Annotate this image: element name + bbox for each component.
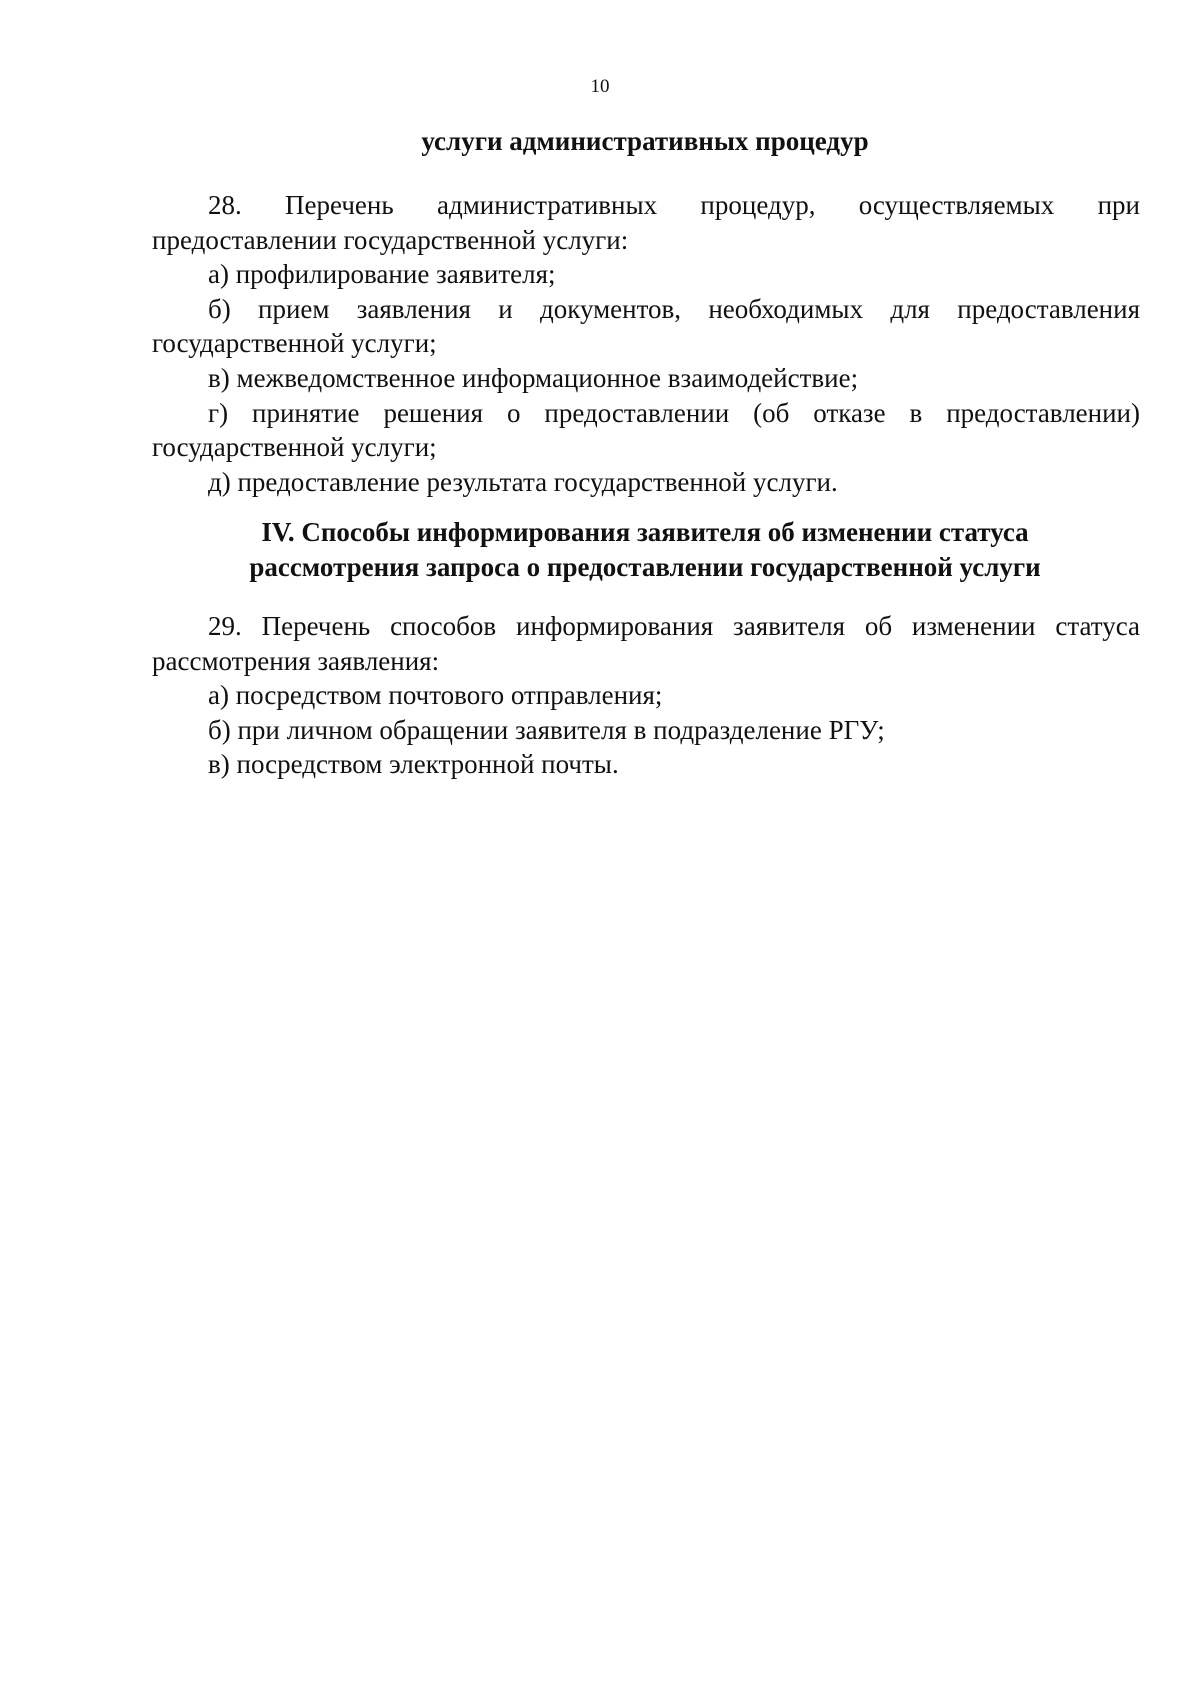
clause-28 [152,188,1140,499]
clause-28-intro: 28. Перечень административных процедур, осуществляемых при предоставлении государственной услуги: [152,190,1140,255]
section-iv-title-line2: рассмотрения запроса о предоставлении государственной услуги [249,552,1041,582]
clause-29-item-v: в) посредством электронной почты. [208,749,619,780]
clause-28-item-b: б) прием заявления и документов, необходимых для предоставления государственной услуги; [152,293,1140,359]
clause-28-item-g: г) принятие решения о предоставлении (об отказе в предоставлении) государственной услуги; [152,397,1140,463]
clause-28-item-a: а) профилирование заявителя; [208,259,556,290]
clause-28-item-d: д) предоставление результата государственной услуги. [208,466,838,497]
continued-heading: услуги административных процедур [421,126,869,156]
clause-29-item-b: б) при личном обращении заявителя в подразделение РГУ; [208,714,885,745]
clause-29-intro: 29. Перечень способов информирования заявителя об изменении статуса рассмотрения заявления: [152,611,1140,676]
clause-29-item-a: а) посредством почтового отправления; [208,680,663,711]
page-number: 10 [590,76,610,97]
section-iv-title [150,515,1140,585]
section-iv-title-line1: IV. Способы информирования заявителя об изменении статуса [261,517,1029,547]
clause-29 [152,609,1140,782]
clause-28-item-v: в) межведомственное информационное взаимодействие; [208,362,859,393]
